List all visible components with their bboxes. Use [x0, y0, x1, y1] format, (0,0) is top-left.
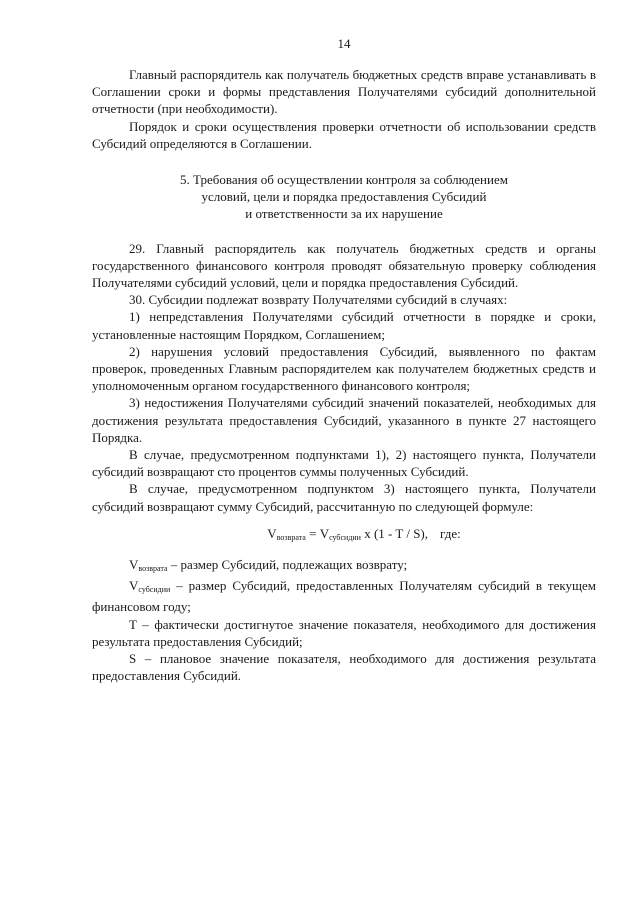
- paragraph-30: 30. Субсидии подлежат возврату Получателями субсидий в случаях:: [129, 292, 508, 308]
- formula-rhs-main: V: [319, 525, 330, 541]
- definition-v-refund-sub: возврата: [138, 564, 168, 574]
- paragraph-29: 29. Главный распорядитель как получатель бюджетных средств и органы государственного финансового контроля проводят обязательную проверку соблюдения Получателями субсидий условий, цели и порядка предоставления Субсидий.: [92, 240, 596, 291]
- paragraph-reporting: [92, 66, 596, 118]
- definition-v-refund: [92, 556, 596, 577]
- case-item-2: 2) нарушения условий предоставления Субсидий, выявленного по фактам проверок, проведенных Главным распорядителем как получателем бюджетных средств и уполномоченным органом государственного финансового контроля;: [92, 343, 596, 394]
- section-title-line1: 5. Требования об осуществлении контроля за соблюдением: [180, 172, 508, 188]
- formula-rhs-rest: x (1 - T / S),: [360, 525, 429, 541]
- case-item-1: 1) непредставления Получателями субсидий отчетности в порядке и сроки, установленные настоящим Порядком, Соглашением;: [92, 309, 596, 342]
- formula-rhs-sub: субсидии: [329, 532, 361, 542]
- section-title-line3: и ответственности за их нарушение: [245, 206, 443, 222]
- paragraph-reporting-line1: Главный распорядитель как получатель бюджетных средств вправе: [129, 67, 504, 82]
- refund-formula: [92, 525, 596, 546]
- definition-v-refund-text: – размер Субсидий, подлежащих возврату;: [167, 557, 408, 573]
- section-title-line2: условий, цели и порядка предоставления Субсидий: [201, 189, 487, 205]
- formula-lhs-sub: возврата: [276, 532, 306, 542]
- definition-v-subsidy-text: – размер Субсидий, предоставленных Получателям субсидий в текущем финансовом году;: [92, 578, 596, 615]
- formula-equals: =: [305, 525, 320, 541]
- definition-v-refund-main: V: [129, 557, 139, 573]
- definition-s: S – плановое значение показателя, необходимого для достижения результата предоставления Субсидий.: [92, 651, 596, 684]
- formula-lhs-main: V: [267, 525, 277, 541]
- paragraph-reporting-rest: устанавливать в Соглашении сроки и формы представления Получателями субсидий дополнительной отчетности (при необходимости).: [92, 67, 596, 117]
- case-item-3: 3) недостижения Получателями субсидий значений показателей, необходимых для достижения результата предоставления Субсидий, указанного в пункте 27 настоящего Порядка.: [92, 395, 596, 445]
- paragraph-case-3: В случае, предусмотренном подпунктом 3) настоящего пункта, Получатели субсидий возвращают сумму Субсидий, рассчитанную по следующей формуле:: [92, 481, 596, 514]
- page-number: 14: [337, 36, 351, 51]
- formula-where: где:: [440, 525, 461, 541]
- definition-v-subsidy-sub: субсидии: [138, 585, 171, 595]
- definition-v-subsidy-main: V: [129, 578, 139, 594]
- paragraph-case-1-2: В случае, предусмотренном подпунктами 1), 2) настоящего пункта, Получатели субсидий возвращают сто процентов суммы полученных Субсидий.: [92, 447, 596, 480]
- definition-v-subsidy: [92, 577, 596, 615]
- definition-t: T – фактически достигнутое значение показателя, необходимого для достижения результата предоставления Субсидий;: [92, 616, 596, 649]
- section-title: [92, 171, 596, 223]
- paragraph-verification: Порядок и сроки осуществления проверки отчетности об использовании средств Субсидий определяются в Соглашении.: [92, 118, 596, 151]
- document-body: [92, 66, 596, 685]
